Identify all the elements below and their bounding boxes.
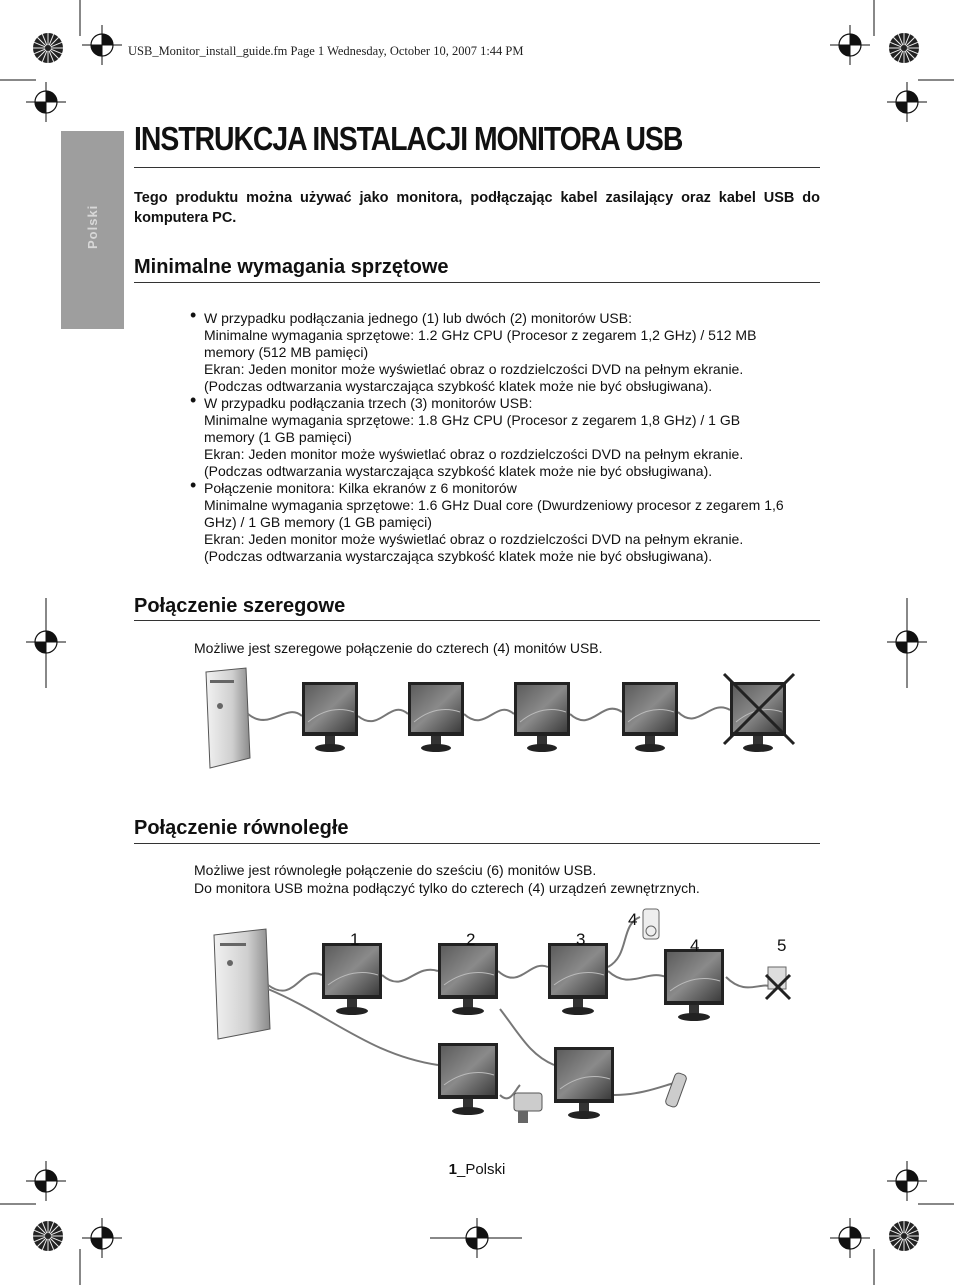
list-item	[190, 475, 830, 565]
requirement-screen: Ekran: Jeden monitor może wyświetlać obraz o rozdzielczości DVD na pełnym ekranie.	[204, 531, 744, 547]
bullet-icon: •	[190, 475, 197, 495]
diagram-label: 5	[777, 936, 787, 955]
camcorder-icon	[514, 1093, 542, 1123]
requirement-memory: GHz) / 1 GB memory (1 GB pamięci)	[204, 514, 432, 530]
serial-heading: Połączenie szeregowe	[134, 595, 346, 617]
parallel-text-1: Możliwe jest równoległe połączenie do sześciu (6) monitów USB.	[194, 862, 597, 878]
page-title: INSTRUKCJA INSTALACJI MONITORA USB	[134, 120, 683, 157]
page-footer	[0, 1161, 954, 1178]
serial-text: Możliwe jest szeregowe połączenie do czterech (4) monitów USB.	[194, 640, 603, 656]
mp3-player-icon	[643, 909, 659, 939]
requirement-cpu: Minimalne wymagania sprzętowe: 1.6 GHz Dual core (Dwurdzeniowy procesor z zegarem 1,6	[204, 497, 784, 513]
pc-tower-icon	[214, 929, 270, 1039]
diagram-label: 2	[466, 930, 476, 949]
diagram-label: 4	[690, 936, 700, 955]
list-item	[190, 305, 830, 395]
monitor-icon	[664, 949, 724, 1021]
parallel-text-2: Do monitora USB można podłączyć tylko do czterech (4) urządzeń zewnętrznych.	[194, 880, 700, 896]
hardware-rule	[134, 282, 820, 283]
parallel-heading: Połączenie równoległe	[134, 817, 349, 839]
list-item	[190, 390, 830, 480]
serial-rule	[134, 620, 820, 621]
requirement-cpu: Minimalne wymagania sprzętowe: 1.8 GHz CPU (Procesor z zegarem 1,8 GHz) / 1 GB	[204, 412, 741, 428]
intro-paragraph: Tego produktu można używać jako monitora, podłączając kabel zasilający oraz kabel USB do komputera PC.	[134, 190, 820, 226]
requirement-title: W przypadku podłączania jednego (1) lub dwóch (2) monitorów USB:	[204, 310, 632, 326]
requirement-screen: Ekran: Jeden monitor może wyświetlać obraz o rozdzielczości DVD na pełnym ekranie.	[204, 361, 744, 377]
monitor-icon	[438, 943, 498, 1015]
monitor-icon	[514, 682, 570, 752]
pc-tower-icon	[206, 668, 250, 768]
requirements-list	[190, 305, 830, 565]
side-tab-label: Polski	[85, 204, 100, 249]
requirement-memory: memory (512 MB pamięci)	[204, 344, 369, 360]
requirement-note: (Podczas odtwarzania wystarczająca szybkość klatek może nie być obsługiwana).	[204, 378, 713, 394]
diagram-label: 4	[628, 910, 638, 929]
parallel-rule	[134, 843, 820, 844]
phone-icon	[665, 1072, 688, 1108]
hardware-heading: Minimalne wymagania sprzętowe	[134, 256, 449, 278]
monitor-icon	[408, 682, 464, 752]
print-header-meta: USB_Monitor_install_guide.fm Page 1 Wednesday, October 10, 2007 1:44 PM	[128, 44, 524, 58]
bullet-icon: •	[190, 390, 197, 410]
requirement-title: Połączenie monitora: Kilka ekranów z 6 monitorów	[204, 480, 517, 496]
monitor-icon	[548, 943, 608, 1015]
diagram-label: 3	[576, 930, 586, 949]
parallel-connection-diagram	[200, 905, 810, 1130]
monitor-icon	[322, 943, 382, 1015]
page-number: 1	[448, 1161, 457, 1178]
requirement-cpu: Minimalne wymagania sprzętowe: 1.2 GHz CPU (Procesor z zegarem 1,2 GHz) / 512 MB	[204, 327, 757, 343]
requirement-title: W przypadku podłączania trzech (3) monitorów USB:	[204, 395, 533, 411]
monitor-icon	[554, 1047, 614, 1119]
monitor-icon	[438, 1043, 498, 1115]
requirement-screen: Ekran: Jeden monitor może wyświetlać obraz o rozdzielczości DVD na pełnym ekranie.	[204, 446, 744, 462]
requirement-note: (Podczas odtwarzania wystarczająca szybkość klatek może nie być obsługiwana).	[204, 463, 713, 479]
bullet-icon: •	[190, 305, 197, 325]
serial-connection-diagram	[190, 662, 810, 774]
monitor-icon	[622, 682, 678, 752]
requirement-memory: memory (1 GB pamięci)	[204, 429, 352, 445]
monitor-icon	[302, 682, 358, 752]
diagram-label: 1	[350, 930, 360, 949]
language-side-tab	[61, 131, 124, 329]
requirement-note: (Podczas odtwarzania wystarczająca szybkość klatek może nie być obsługiwana).	[204, 548, 713, 564]
title-rule	[134, 167, 820, 168]
footer-label: _Polski	[456, 1161, 506, 1178]
